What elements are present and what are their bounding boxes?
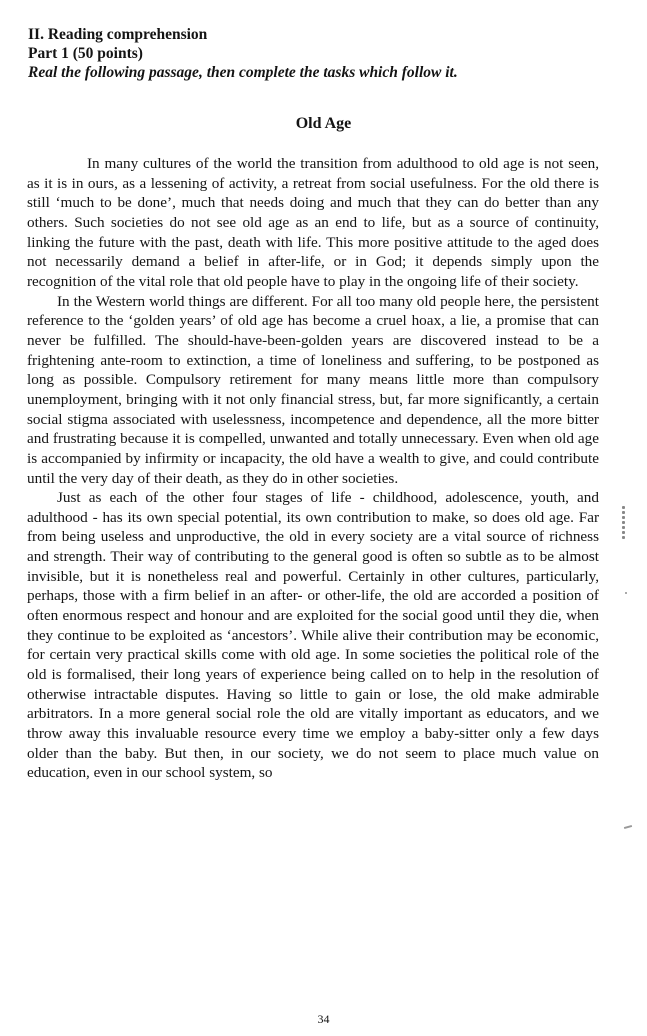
paragraph: Just as each of the other four stages of life - childhood, adolescence, youth, and adulthood - has its own special potential, its own contribution to make, so does old age. Far from being useless and unproductive, the old in every society are a vital source of richness and strength. Their way of contributing to the general good is often so subtle as to be almost invisible, but it is nonetheless real and powerful. Certainly in other cultures, particularly, perhaps, those with a firm belief in an after- or other-life, the old are accorded a position of often enormous respect and honour and are exploited for the social good until they die, when they continue to be exploited as ‘ancestors’. While alive their contribution may be economic, for certain very practical skills come with old age. In some societies the political role of the old is formalised, their long years of experience being called on to help in the resolution of otherwise intractable disputes. Having so little to gain or lose, the old make admirable arbitrators. In a more general social role the old are vitally important as educators, and we throw away this invaluable resource every time we employ a baby-sitter only a few days older than the baby. But then, in our society, we do not seem to place much value on education, even in our school system, so — [27, 489, 599, 782]
part-heading: Part 1 (50 points) — [28, 45, 143, 62]
passage-body — [27, 154, 599, 783]
margin-scribble — [622, 504, 626, 548]
paragraph: In the Western world things are different. For all too many old people here, the persistent reference to the ‘golden years’ of old age has become a cruel hoax, a lie, a promise that can never be fulfilled. The should-have-been-golden years are discovered instead to be a frightening ante-room to extinction, a time of loneliness and suffering, to be postponed as long as possible. Compulsory retirement for many means little more than compulsory unemployment, bringing with it not only financial stress, but, far more significantly, a certain social stigma associated with uselessness, incompetence and dependence, all the more bitter and frustrating because it is compelled, unwanted and totally unnecessary. Even when old age is accompanied by infirmity or incapacity, the old have a wealth to give, and could contribute until the very day of their death, as they do in other societies. — [27, 292, 599, 487]
margin-dash — [624, 825, 632, 829]
paragraph: In many cultures of the world the transition from adulthood to old age is not seen, as it is in ours, as a lessening of activity, a retreat from social usefulness. For the old there is still ‘much to be done’, much that needs doing and much that they can do better than any others. Such societies do not see old age as an end to life, but as a source of continuity, linking the future with the past, death with life. This more positive attitude to the aged does not necessarily demand a belief in after-life, or in God; it depends simply upon the recognition of the vital role that old people have to play in the ongoing life of their society. — [27, 155, 599, 290]
margin-dot — [625, 592, 627, 594]
instruction-text: Real the following passage, then complete the tasks which follow it. — [28, 64, 458, 81]
page-number: 34 — [317, 1012, 330, 1026]
section-heading: II. Reading comprehension — [28, 26, 208, 43]
passage-title: Old Age — [295, 115, 352, 132]
